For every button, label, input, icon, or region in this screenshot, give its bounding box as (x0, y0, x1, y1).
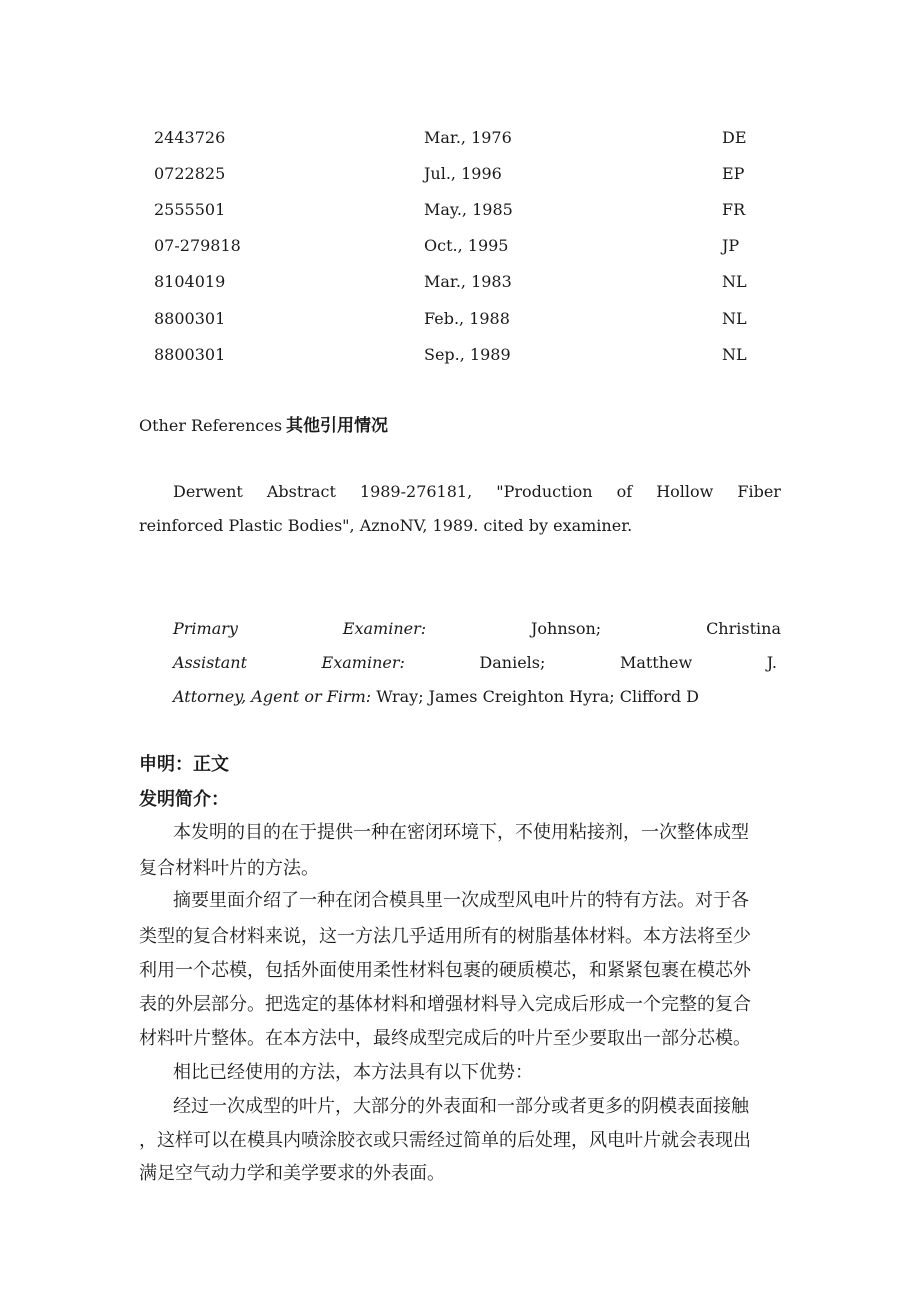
primary-examiner (173, 619, 781, 643)
table-row (0, 345, 920, 369)
assistant-name: Daniels; (479, 653, 546, 672)
attorney (173, 687, 781, 711)
assistant-name: Matthew (619, 653, 693, 672)
table-row (0, 272, 920, 296)
paragraph-line: 摘要里面介绍了一种在闭合模具里一次成型风电叶片的特有方法。对于各 (173, 890, 749, 911)
table-row (0, 236, 920, 260)
patent-country: FR (722, 200, 746, 219)
paragraph-line: 材料叶片整体。在本方法中，最终成型完成后的叶片至少要取出一部分芯模。 (139, 1028, 751, 1049)
paragraph-line: 相比已经使用的方法，本方法具有以下优势： (173, 1062, 533, 1083)
patent-number: 07-279818 (154, 236, 241, 255)
patent-number: 2555501 (154, 200, 226, 219)
patent-date: Mar., 1983 (424, 272, 512, 291)
paragraph-line: 复合材料叶片的方法。 (139, 858, 319, 879)
other-references-heading (139, 411, 388, 436)
paragraph-line: 本发明的目的在于提供一种在密闭环境下，不使用粘接剂，一次整体成型 (173, 822, 749, 843)
citation-word: of (616, 482, 633, 501)
citation-word: Fiber (737, 482, 781, 501)
patent-number: 8800301 (154, 345, 226, 364)
paragraph-line: 类型的复合材料来说，这一方法几乎适用所有的树脂基体材料。本方法将至少 (139, 926, 751, 947)
primary-name: Johnson; (531, 619, 602, 638)
patent-country: EP (722, 164, 745, 183)
invention-intro-title: 发明简介： (139, 789, 229, 810)
patent-country: JP (722, 236, 740, 255)
citation-line-1 (173, 482, 781, 501)
patent-date: Jul., 1996 (424, 164, 502, 183)
patent-date: May., 1985 (424, 200, 513, 219)
paragraph-line: 经过一次成型的叶片，大部分的外表面和一部分或者更多的阴模表面接触 (173, 1096, 749, 1117)
patent-date: Sep., 1989 (424, 345, 511, 364)
citation-word: Abstract (266, 482, 336, 501)
citation-word: Derwent (173, 482, 243, 501)
assistant-label-word-1: Assistant (173, 653, 248, 672)
patent-number: 8104019 (154, 272, 226, 291)
citation-word: "Production (496, 482, 593, 501)
table-row (0, 164, 920, 188)
primary-label-word-1: Primary (173, 619, 238, 638)
paragraph-line: 满足空气动力学和美学要求的外表面。 (139, 1163, 445, 1184)
table-row (0, 200, 920, 224)
primary-label-word-2: Examiner: (342, 619, 427, 638)
assistant-name: J. (766, 653, 777, 672)
attorney-label: Attorney, Agent or Firm: (173, 687, 372, 706)
patent-number: 8800301 (154, 309, 226, 328)
paragraph-line: ，这样可以在模具内喷涂胶衣或只需经过简单的后处理，风电叶片就会表现出 (139, 1130, 751, 1151)
heading-cn: 其他引用情况 (286, 416, 389, 436)
primary-name: Christina (706, 619, 781, 638)
table-row (0, 128, 920, 152)
assistant-examiner (173, 653, 777, 677)
patent-number: 0722825 (154, 164, 226, 183)
patent-country: DE (722, 128, 747, 147)
patent-country: NL (722, 345, 747, 364)
citation-word: 1989-276181, (359, 482, 473, 501)
declaration-title: 申明：正文 (139, 754, 229, 775)
patent-country: NL (722, 309, 747, 328)
table-row (0, 309, 920, 333)
citation-word: Hollow (656, 482, 714, 501)
patent-date: Mar., 1976 (424, 128, 512, 147)
patent-date: Oct., 1995 (424, 236, 509, 255)
patent-country: NL (722, 272, 747, 291)
assistant-label-word-2: Examiner: (321, 653, 405, 672)
citation-line-2: reinforced Plastic Bodies", AznoNV, 1989. cited by examiner. (139, 516, 633, 535)
patent-number: 2443726 (154, 128, 226, 147)
patent-date: Feb., 1988 (424, 309, 510, 328)
heading-en: Other References (139, 416, 283, 435)
attorney-value: Wray; James Creighton Hyra; Clifford D (376, 687, 699, 706)
paragraph-line: 表的外层部分。把选定的基体材料和增强材料导入完成后形成一个完整的复合 (139, 994, 751, 1015)
paragraph-line: 利用一个芯模，包括外面使用柔性材料包裹的硬质模芯，和紧紧包裹在模芯外 (139, 960, 751, 981)
